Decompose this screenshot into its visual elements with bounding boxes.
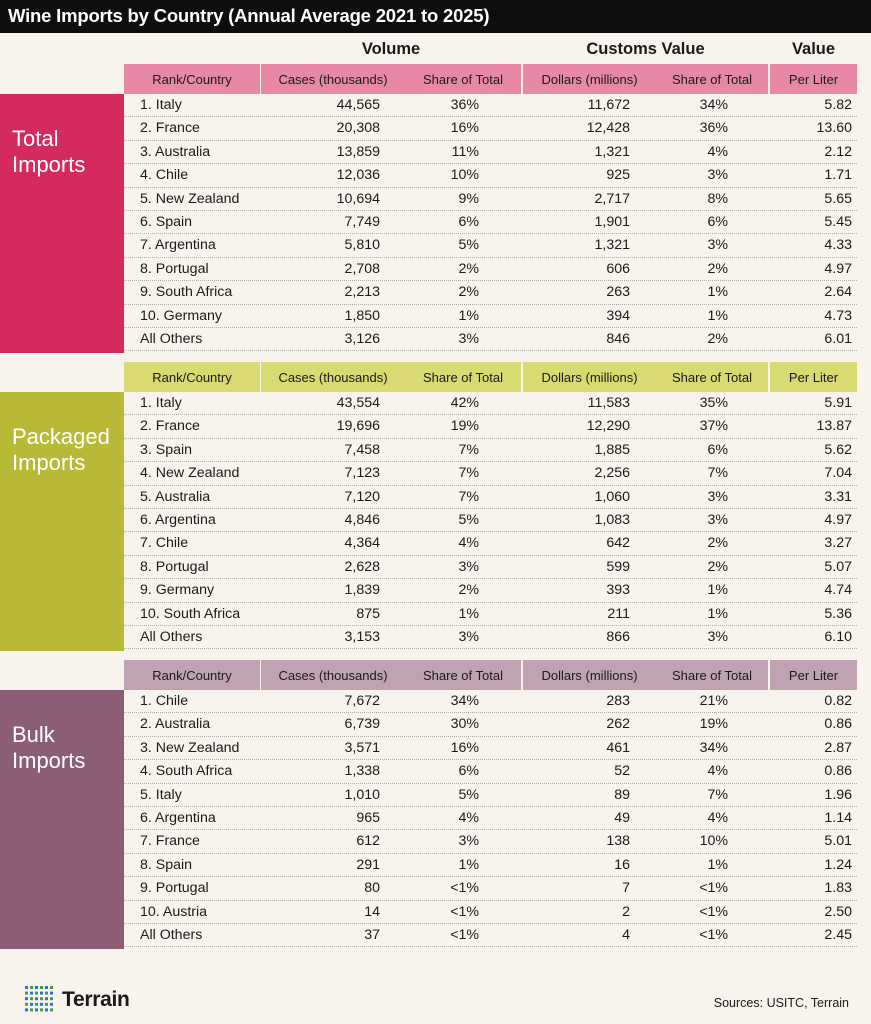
cell-value-share: 34% bbox=[699, 739, 728, 756]
cell-dollars: 283 bbox=[606, 693, 630, 709]
cell-volume-share: 16% bbox=[450, 120, 479, 137]
cell-dollars: 138 bbox=[606, 833, 630, 850]
group-header-volume: Volume bbox=[361, 40, 421, 58]
cell-per-liter: 0.86 bbox=[824, 716, 852, 733]
cell-per-liter: 5.82 bbox=[824, 97, 852, 113]
cell-country: 4. Chile bbox=[140, 167, 189, 184]
cell-dollars: 1,901 bbox=[594, 214, 630, 230]
cell-country: 9. Germany bbox=[140, 582, 215, 599]
cell-per-liter: 2.64 bbox=[824, 284, 852, 301]
cell-dollars: 1,083 bbox=[594, 512, 630, 528]
cell-per-liter: 4.73 bbox=[824, 307, 852, 324]
logo-dot bbox=[45, 997, 48, 1000]
cell-volume-share: 7% bbox=[458, 465, 479, 482]
logo-dot bbox=[40, 1008, 43, 1011]
cell-dollars: 11,672 bbox=[587, 97, 630, 113]
cell-cases: 19,696 bbox=[336, 418, 380, 435]
cell-dollars: 211 bbox=[607, 605, 630, 622]
table-row bbox=[124, 211, 857, 234]
cell-volume-share: 42% bbox=[450, 395, 479, 411]
cell-value-share: 4% bbox=[707, 143, 728, 160]
logo-dot bbox=[35, 986, 38, 989]
table-row bbox=[124, 830, 857, 853]
cell-volume-share: 6% bbox=[458, 214, 479, 230]
cell-per-liter: 1.71 bbox=[824, 167, 852, 184]
packaged-header-per-liter: Per Liter bbox=[770, 362, 857, 392]
cell-per-liter: 7.04 bbox=[824, 465, 852, 482]
cell-country: 3. Australia bbox=[140, 143, 211, 160]
cell-value-share: 6% bbox=[707, 441, 728, 458]
logo-dot bbox=[25, 1008, 28, 1011]
logo-dot bbox=[40, 1003, 43, 1006]
logo-dot bbox=[50, 1008, 53, 1011]
group-header-value: Value bbox=[791, 40, 836, 58]
cell-per-liter: 1.14 bbox=[824, 810, 852, 826]
cell-per-liter: 4.33 bbox=[824, 237, 852, 254]
table-row bbox=[124, 392, 857, 415]
logo-dot bbox=[45, 992, 48, 995]
cell-per-liter: 4.74 bbox=[824, 582, 852, 599]
cell-dollars: 263 bbox=[606, 284, 630, 301]
table-row bbox=[124, 924, 857, 947]
cell-country: 3. New Zealand bbox=[140, 739, 240, 756]
bulk-header-value-share: Share of Total bbox=[656, 660, 768, 690]
cell-country: 2. Australia bbox=[140, 716, 211, 733]
cell-dollars: 4 bbox=[622, 927, 630, 943]
table-row bbox=[124, 556, 857, 579]
cell-volume-share: 3% bbox=[458, 331, 479, 347]
total-header-per-liter: Per Liter bbox=[770, 64, 857, 94]
cell-dollars: 2 bbox=[622, 903, 630, 920]
cell-value-share: 10% bbox=[699, 833, 728, 850]
cell-country: 9. South Africa bbox=[140, 284, 233, 301]
cell-country: All Others bbox=[140, 927, 203, 943]
table-row bbox=[124, 305, 857, 328]
cell-cases: 5,810 bbox=[344, 237, 380, 254]
sources-note: Sources: USITC, Terrain bbox=[713, 996, 849, 1010]
cell-cases: 6,739 bbox=[344, 716, 380, 733]
cell-country: 6. Spain bbox=[140, 214, 193, 230]
logo-dot bbox=[45, 1003, 48, 1006]
table-row bbox=[124, 439, 857, 462]
cell-country: 3. Spain bbox=[140, 441, 193, 458]
logo-dot bbox=[35, 1003, 38, 1006]
table-row bbox=[124, 141, 857, 164]
cell-value-share: 37% bbox=[699, 418, 728, 435]
cell-dollars: 12,290 bbox=[586, 418, 630, 435]
cell-volume-share: 5% bbox=[458, 786, 479, 803]
cell-per-liter: 0.86 bbox=[824, 763, 852, 780]
bulk-header-per-liter: Per Liter bbox=[770, 660, 857, 690]
cell-volume-share: 1% bbox=[458, 307, 479, 324]
logo-dot bbox=[50, 992, 53, 995]
cell-per-liter: 2.45 bbox=[824, 927, 852, 943]
cell-cases: 43,554 bbox=[336, 395, 380, 411]
cell-volume-share: 2% bbox=[458, 582, 479, 599]
cell-country: 5. Australia bbox=[140, 488, 211, 505]
cell-country: 1. Italy bbox=[140, 395, 182, 411]
cell-value-share: 36% bbox=[699, 120, 728, 137]
logo-dot bbox=[25, 1003, 28, 1006]
cell-dollars: 52 bbox=[614, 763, 630, 780]
cell-country: All Others bbox=[140, 331, 203, 347]
logo-dot bbox=[45, 1008, 48, 1011]
cell-cases: 2,628 bbox=[344, 558, 380, 575]
total-header-volume-share: Share of Total bbox=[405, 64, 521, 94]
logo-dot bbox=[25, 986, 28, 989]
cell-country: 1. Chile bbox=[140, 693, 189, 709]
table-row bbox=[124, 509, 857, 532]
cell-cases: 10,694 bbox=[336, 190, 380, 207]
cell-dollars: 11,583 bbox=[587, 395, 630, 411]
cell-volume-share: 1% bbox=[458, 856, 479, 873]
cell-cases: 12,036 bbox=[336, 167, 380, 184]
cell-per-liter: 5.65 bbox=[824, 190, 852, 207]
logo-dot bbox=[40, 992, 43, 995]
cell-volume-share: 19% bbox=[450, 418, 479, 435]
cell-per-liter: 2.50 bbox=[824, 903, 852, 920]
cell-per-liter: 5.01 bbox=[824, 833, 852, 850]
cell-volume-share: 2% bbox=[458, 284, 479, 301]
total-section-label bbox=[0, 94, 124, 353]
table-row bbox=[124, 258, 857, 281]
logo-dot bbox=[30, 986, 33, 989]
bulk-section-label-line: Imports bbox=[12, 748, 86, 773]
cell-volume-share: 7% bbox=[458, 488, 479, 505]
cell-volume-share: 36% bbox=[450, 97, 479, 113]
total-section-label-line: Imports bbox=[12, 152, 86, 177]
cell-dollars: 1,060 bbox=[594, 488, 630, 505]
cell-cases: 20,308 bbox=[336, 120, 380, 137]
total-header-dollars: Dollars (millions) bbox=[523, 64, 656, 94]
cell-volume-share: <1% bbox=[450, 927, 479, 943]
cell-cases: 7,749 bbox=[344, 214, 380, 230]
packaged-section-label-line: Imports bbox=[12, 450, 86, 475]
packaged-header-country: Rank/Country bbox=[124, 362, 260, 392]
cell-country: 9. Portugal bbox=[140, 880, 209, 897]
chart-title: Wine Imports by Country (Annual Average 2021 to 2025) bbox=[8, 5, 490, 26]
logo-dot bbox=[40, 986, 43, 989]
cell-cases: 80 bbox=[364, 880, 380, 897]
table-row bbox=[124, 713, 857, 736]
packaged-section-label-line: Packaged bbox=[12, 424, 110, 449]
cell-volume-share: 3% bbox=[458, 629, 479, 645]
cell-volume-share: 30% bbox=[450, 716, 479, 733]
cell-cases: 875 bbox=[356, 605, 380, 622]
cell-country: 5. Italy bbox=[140, 786, 182, 803]
cell-volume-share: 11% bbox=[451, 143, 479, 160]
table-row bbox=[124, 626, 857, 649]
cell-cases: 44,565 bbox=[336, 97, 380, 113]
cell-cases: 7,458 bbox=[344, 441, 380, 458]
cell-volume-share: 3% bbox=[458, 833, 479, 850]
cell-country: 8. Portugal bbox=[140, 558, 209, 575]
cell-country: 8. Spain bbox=[140, 856, 193, 873]
table-row bbox=[124, 737, 857, 760]
cell-dollars: 1,321 bbox=[594, 143, 630, 160]
cell-volume-share: 16% bbox=[450, 739, 479, 756]
cell-dollars: 925 bbox=[606, 167, 630, 184]
cell-cases: 3,126 bbox=[344, 331, 380, 347]
cell-cases: 612 bbox=[356, 833, 380, 850]
table-row bbox=[124, 415, 857, 438]
cell-dollars: 606 bbox=[606, 260, 630, 277]
cell-dollars: 89 bbox=[614, 786, 630, 803]
cell-country: 6. Argentina bbox=[140, 512, 216, 528]
cell-value-share: 1% bbox=[707, 856, 728, 873]
table-row bbox=[124, 760, 857, 783]
logo-dot bbox=[50, 997, 53, 1000]
cell-volume-share: <1% bbox=[450, 880, 479, 897]
cell-value-share: 4% bbox=[707, 763, 728, 780]
cell-value-share: 2% bbox=[707, 558, 728, 575]
cell-volume-share: 5% bbox=[458, 512, 479, 528]
cell-per-liter: 1.96 bbox=[824, 786, 852, 803]
cell-value-share: <1% bbox=[699, 880, 728, 897]
table-row bbox=[124, 486, 857, 509]
cell-volume-share: 10% bbox=[450, 167, 479, 184]
cell-country: 6. Argentina bbox=[140, 810, 216, 826]
table-row bbox=[124, 603, 857, 626]
table-row bbox=[124, 164, 857, 187]
cell-value-share: 7% bbox=[707, 786, 728, 803]
cell-value-share: 1% bbox=[707, 605, 728, 622]
bulk-section-label-line: Bulk bbox=[12, 722, 55, 747]
cell-value-share: 6% bbox=[707, 214, 728, 230]
cell-dollars: 7 bbox=[622, 880, 630, 897]
table-row bbox=[124, 532, 857, 555]
cell-per-liter: 5.07 bbox=[824, 558, 852, 575]
bulk-header-volume-share: Share of Total bbox=[405, 660, 521, 690]
total-header-country: Rank/Country bbox=[124, 64, 260, 94]
cell-per-liter: 0.82 bbox=[824, 693, 852, 709]
table-row bbox=[124, 854, 857, 877]
logo-dot bbox=[40, 997, 43, 1000]
title-bar bbox=[0, 0, 871, 33]
packaged-header-cases: Cases (thousands) bbox=[261, 362, 405, 392]
cell-cases: 1,338 bbox=[344, 763, 380, 780]
table-row bbox=[124, 807, 857, 830]
bulk-header-cases: Cases (thousands) bbox=[261, 660, 405, 690]
cell-value-share: 2% bbox=[707, 331, 728, 347]
cell-per-liter: 6.10 bbox=[824, 629, 852, 645]
cell-cases: 291 bbox=[356, 856, 380, 873]
packaged-header-value-share: Share of Total bbox=[656, 362, 768, 392]
logo-dot bbox=[35, 1008, 38, 1011]
cell-dollars: 12,428 bbox=[586, 120, 630, 137]
cell-per-liter: 2.12 bbox=[824, 143, 852, 160]
cell-value-share: 2% bbox=[707, 260, 728, 277]
cell-country: 7. France bbox=[140, 833, 200, 850]
logo-dot bbox=[30, 997, 33, 1000]
table-row bbox=[124, 234, 857, 257]
cell-country: 10. South Africa bbox=[140, 605, 241, 622]
terrain-logo bbox=[24, 985, 130, 1015]
cell-value-share: <1% bbox=[699, 927, 728, 943]
cell-country: 1. Italy bbox=[140, 97, 182, 113]
cell-value-share: 1% bbox=[707, 307, 728, 324]
cell-per-liter: 5.91 bbox=[824, 395, 852, 411]
cell-per-liter: 6.01 bbox=[824, 331, 852, 347]
table-row bbox=[124, 188, 857, 211]
cell-dollars: 2,256 bbox=[594, 465, 630, 482]
cell-value-share: 3% bbox=[707, 512, 728, 528]
cell-volume-share: 5% bbox=[458, 237, 479, 254]
logo-dot bbox=[50, 1003, 53, 1006]
table-row bbox=[124, 328, 857, 351]
cell-volume-share: 4% bbox=[458, 535, 479, 552]
cell-per-liter: 5.45 bbox=[824, 214, 852, 230]
packaged-header-dollars: Dollars (millions) bbox=[523, 362, 656, 392]
cell-value-share: 1% bbox=[707, 582, 728, 599]
cell-country: 4. South Africa bbox=[140, 763, 233, 780]
table-row bbox=[124, 877, 857, 900]
cell-cases: 37 bbox=[364, 927, 380, 943]
cell-cases: 13,859 bbox=[336, 143, 380, 160]
cell-per-liter: 3.31 bbox=[824, 488, 852, 505]
cell-cases: 7,672 bbox=[344, 693, 380, 709]
cell-dollars: 846 bbox=[606, 331, 630, 347]
cell-dollars: 393 bbox=[606, 582, 630, 599]
packaged-header-volume-share: Share of Total bbox=[405, 362, 521, 392]
bulk-header-dollars: Dollars (millions) bbox=[523, 660, 656, 690]
total-header-value-share: Share of Total bbox=[656, 64, 768, 94]
logo-text: Terrain bbox=[62, 988, 130, 1011]
cell-cases: 2,213 bbox=[344, 284, 380, 301]
table-row bbox=[124, 281, 857, 304]
cell-volume-share: 3% bbox=[458, 558, 479, 575]
cell-cases: 14 bbox=[364, 903, 380, 920]
cell-per-liter: 13.60 bbox=[816, 120, 852, 137]
cell-value-share: 3% bbox=[707, 237, 728, 254]
terrain-dot-grid-icon bbox=[24, 985, 56, 1015]
cell-cases: 4,364 bbox=[344, 535, 380, 552]
cell-cases: 3,153 bbox=[344, 629, 380, 645]
cell-value-share: 35% bbox=[699, 395, 728, 411]
group-header-customs-value: Customs Value bbox=[586, 40, 705, 58]
cell-dollars: 262 bbox=[606, 716, 630, 733]
logo-dot bbox=[30, 1003, 33, 1006]
table-row bbox=[124, 117, 857, 140]
cell-cases: 4,846 bbox=[344, 512, 380, 528]
cell-volume-share: <1% bbox=[450, 903, 479, 920]
table-row bbox=[124, 94, 857, 117]
cell-volume-share: 1% bbox=[458, 605, 479, 622]
cell-value-share: 8% bbox=[707, 190, 728, 207]
cell-per-liter: 13.87 bbox=[816, 418, 852, 435]
cell-value-share: 3% bbox=[707, 488, 728, 505]
table-row bbox=[124, 690, 857, 713]
cell-per-liter: 1.24 bbox=[824, 856, 852, 873]
cell-country: 7. Argentina bbox=[140, 237, 216, 254]
cell-volume-share: 34% bbox=[450, 693, 479, 709]
cell-cases: 2,708 bbox=[344, 260, 380, 277]
table-row bbox=[124, 579, 857, 602]
cell-value-share: <1% bbox=[699, 903, 728, 920]
cell-dollars: 642 bbox=[606, 535, 630, 552]
bulk-section-label bbox=[0, 690, 124, 949]
cell-country: 10. Austria bbox=[140, 903, 208, 920]
cell-volume-share: 2% bbox=[458, 260, 479, 277]
cell-value-share: 3% bbox=[707, 629, 728, 645]
total-header-cases: Cases (thousands) bbox=[261, 64, 405, 94]
cell-country: 7. Chile bbox=[140, 535, 189, 552]
cell-dollars: 49 bbox=[614, 810, 630, 826]
cell-dollars: 461 bbox=[606, 739, 630, 756]
cell-dollars: 2,717 bbox=[594, 190, 630, 207]
cell-cases: 1,850 bbox=[344, 307, 380, 324]
cell-cases: 965 bbox=[356, 810, 380, 826]
cell-volume-share: 4% bbox=[458, 810, 479, 826]
cell-country: 5. New Zealand bbox=[140, 190, 240, 207]
cell-per-liter: 3.27 bbox=[824, 535, 852, 552]
cell-cases: 3,571 bbox=[344, 739, 380, 756]
packaged-section-label bbox=[0, 392, 124, 651]
logo-dot bbox=[45, 986, 48, 989]
cell-cases: 7,123 bbox=[344, 465, 380, 482]
cell-cases: 1,010 bbox=[344, 786, 380, 803]
cell-country: 10. Germany bbox=[140, 307, 223, 324]
cell-dollars: 599 bbox=[606, 558, 630, 575]
table-row bbox=[124, 462, 857, 485]
cell-country: 8. Portugal bbox=[140, 260, 209, 277]
logo-dot bbox=[30, 1008, 33, 1011]
cell-value-share: 21% bbox=[699, 693, 728, 709]
logo-dot bbox=[35, 992, 38, 995]
cell-per-liter: 1.83 bbox=[824, 880, 852, 897]
cell-value-share: 2% bbox=[707, 535, 728, 552]
cell-dollars: 1,321 bbox=[594, 237, 630, 254]
logo-dot bbox=[25, 992, 28, 995]
cell-volume-share: 6% bbox=[458, 763, 479, 780]
logo-dot bbox=[35, 997, 38, 1000]
total-section-label-line: Total bbox=[12, 126, 59, 151]
cell-value-share: 1% bbox=[707, 284, 728, 301]
cell-dollars: 394 bbox=[606, 307, 630, 324]
table-row bbox=[124, 784, 857, 807]
cell-cases: 1,839 bbox=[344, 582, 380, 599]
cell-per-liter: 5.62 bbox=[824, 441, 852, 458]
cell-dollars: 866 bbox=[606, 629, 630, 645]
cell-per-liter: 5.36 bbox=[824, 605, 852, 622]
cell-per-liter: 2.87 bbox=[824, 739, 852, 756]
cell-value-share: 4% bbox=[707, 810, 728, 826]
cell-value-share: 19% bbox=[699, 716, 728, 733]
cell-dollars: 16 bbox=[614, 856, 630, 873]
cell-value-share: 3% bbox=[707, 167, 728, 184]
cell-per-liter: 4.97 bbox=[824, 260, 852, 277]
cell-country: All Others bbox=[140, 629, 203, 645]
logo-dot bbox=[30, 992, 33, 995]
cell-cases: 7,120 bbox=[344, 488, 380, 505]
table-row bbox=[124, 901, 857, 924]
bulk-header-country: Rank/Country bbox=[124, 660, 260, 690]
logo-dot bbox=[25, 997, 28, 1000]
logo-dot bbox=[50, 986, 53, 989]
cell-value-share: 34% bbox=[699, 97, 728, 113]
cell-volume-share: 9% bbox=[458, 190, 479, 207]
cell-value-share: 7% bbox=[707, 465, 728, 482]
cell-volume-share: 7% bbox=[458, 441, 479, 458]
cell-country: 4. New Zealand bbox=[140, 465, 240, 482]
cell-dollars: 1,885 bbox=[594, 441, 630, 458]
cell-per-liter: 4.97 bbox=[824, 512, 852, 528]
cell-country: 2. France bbox=[140, 120, 200, 137]
cell-country: 2. France bbox=[140, 418, 200, 435]
